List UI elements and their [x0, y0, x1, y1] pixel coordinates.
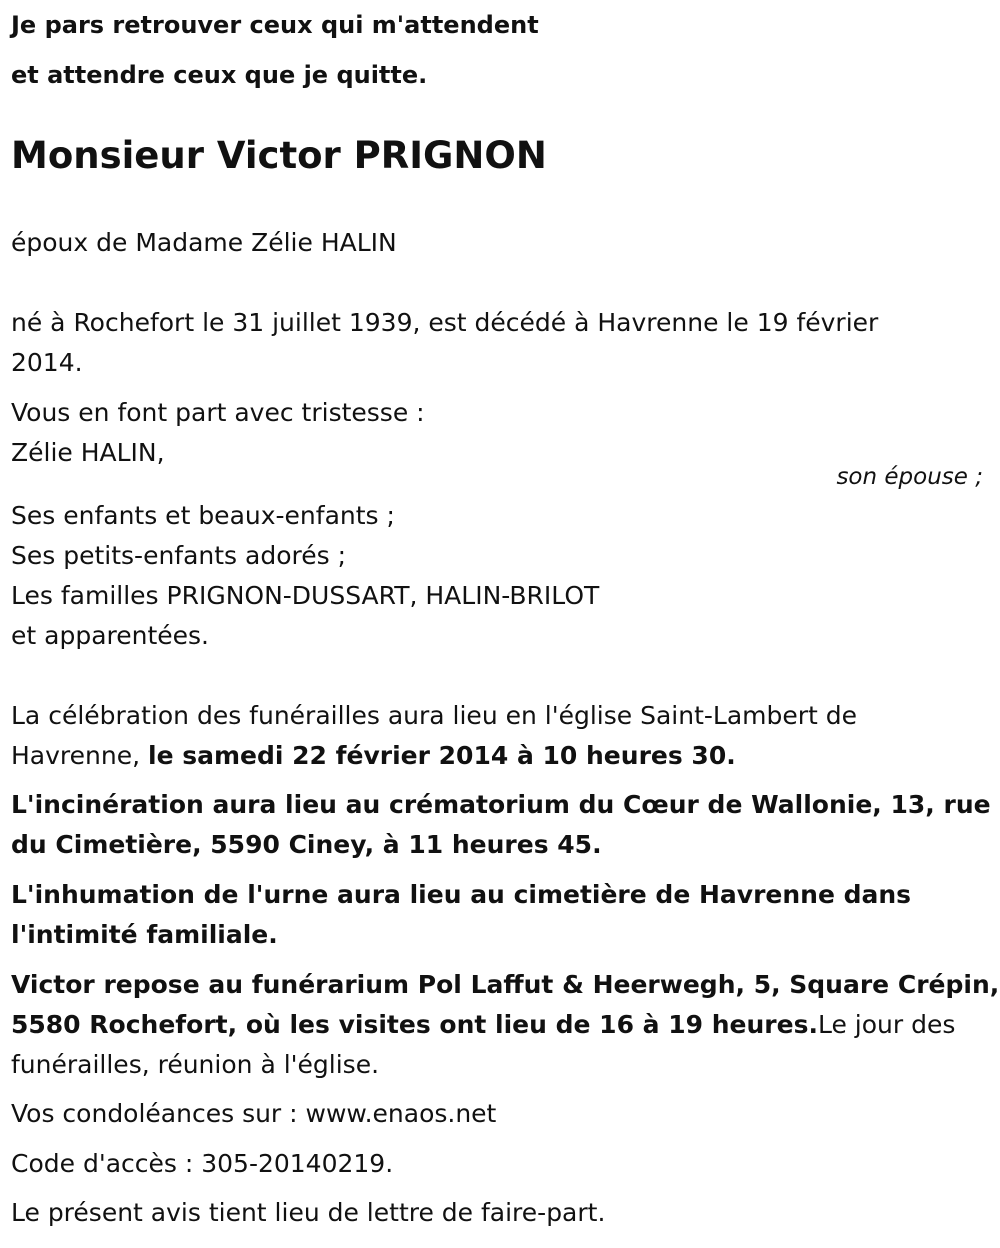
family-children: Ses enfants et beaux-enfants ; [11, 501, 395, 530]
closing-line: Le présent avis tient lieu de lettre de faire-part. [11, 1198, 606, 1227]
inhumation-line-1: L'inhumation de l'urne aura lieu au cimetière de Havrenne dans [11, 880, 912, 909]
deceased-name: Monsieur Victor PRIGNON [11, 134, 547, 177]
family-related: et apparentées. [11, 621, 209, 650]
incineration-line-2: du Cimetière, 5590 Ciney, à 11 heures 45. [11, 830, 602, 859]
funeral-line-2 [11, 741, 736, 771]
funerarium-line-2 [11, 1010, 955, 1040]
family-spouse-role: son épouse ; [836, 464, 983, 490]
birth-death-line-2: 2014. [11, 348, 83, 377]
funerarium-visits: 5580 Rochefort, où les visites ont lieu de 16 à 19 heures. [11, 1010, 818, 1039]
poem-line-1: Je pars retrouver ceux qui m'attendent [11, 11, 539, 39]
funerarium-line-1: Victor repose au funérarium Pol Laffut & Heerwegh, 5, Square Crépin, [11, 970, 1000, 999]
family-grandchildren: Ses petits-enfants adorés ; [11, 541, 347, 570]
inhumation-line-2: l'intimité familiale. [11, 920, 278, 949]
poem-line-2: et attendre ceux que je quitte. [11, 61, 428, 89]
condolences-line: Vos condoléances sur : www.enaos.net [11, 1099, 497, 1128]
funeral-place: Havrenne, [11, 741, 148, 770]
incineration-line-1: L'incinération aura lieu au crématorium du Cœur de Wallonie, 13, rue [11, 790, 991, 819]
family-names: Les familles PRIGNON-DUSSART, HALIN-BRILOT [11, 581, 600, 610]
funeral-line-1: La célébration des funérailles aura lieu en l'église Saint-Lambert de [11, 701, 858, 730]
funerarium-line-3: funérailles, réunion à l'église. [11, 1050, 380, 1079]
spouse-line: époux de Madame Zélie HALIN [11, 228, 397, 257]
funerarium-day-note: Le jour des [817, 1010, 956, 1039]
funeral-date: le samedi 22 février 2014 à 10 heures 30. [148, 741, 736, 770]
access-code-line: Code d'accès : 305-20140219. [11, 1149, 394, 1178]
family-spouse-name: Zélie HALIN, [11, 438, 165, 467]
family-intro: Vous en font part avec tristesse : [11, 398, 425, 427]
birth-death-line-1: né à Rochefort le 31 juillet 1939, est décédé à Havrenne le 19 février [11, 308, 879, 337]
